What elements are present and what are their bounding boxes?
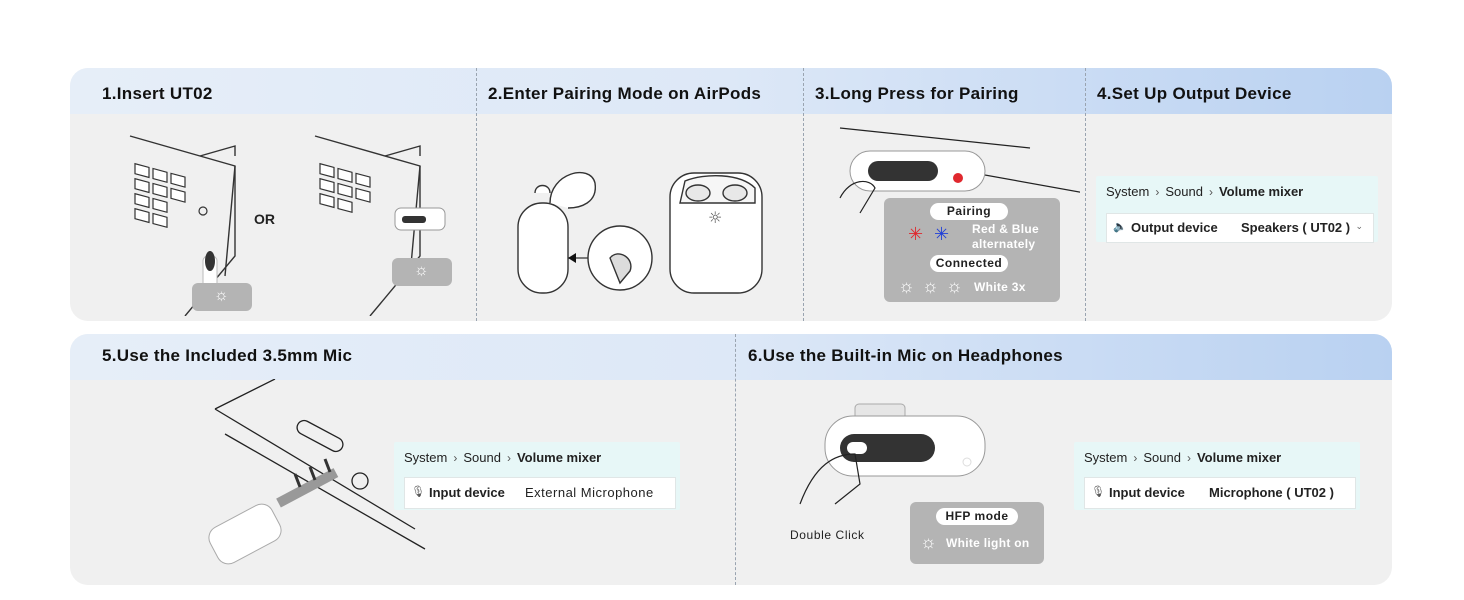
breadcrumb-system[interactable]: System (1106, 184, 1150, 199)
or-label: OR (254, 211, 275, 227)
steps-card-bottom (70, 334, 1392, 585)
microphone-icon: 🎙 (411, 486, 425, 498)
airpods-case-illustration (510, 163, 790, 298)
step4-title: 4.Set Up Output Device (1097, 84, 1292, 103)
step5-title: 5.Use the Included 3.5mm Mic (102, 346, 353, 365)
pairing-pill: Pairing (930, 203, 1008, 220)
connected-desc: White 3x (974, 280, 1026, 294)
input-device-row[interactable] (404, 477, 676, 509)
step2-title: 2.Enter Pairing Mode on AirPods (488, 84, 762, 103)
breadcrumb-system[interactable]: System (404, 450, 448, 465)
divider (476, 68, 477, 321)
step3-title: 3.Long Press for Pairing (815, 84, 1019, 103)
input-settings-panel-external (394, 442, 680, 510)
breadcrumb-sound[interactable]: Sound (1165, 184, 1203, 199)
led-indicator-box (392, 258, 452, 286)
divider (803, 68, 804, 321)
blue-led-icon: ✳ (934, 224, 950, 244)
pairing-desc-line1: Red & Blue (972, 222, 1040, 236)
sun-icon: ☼ (946, 276, 963, 296)
output-device-label: Output device (1131, 220, 1218, 235)
breadcrumb-volume-mixer[interactable]: Volume mixer (516, 450, 602, 465)
input-device-value[interactable]: External Microphone (525, 485, 654, 500)
breadcrumb-system[interactable]: System (1084, 450, 1128, 465)
output-settings-panel (1096, 176, 1378, 242)
breadcrumb: System › Sound › Volume mixer (1106, 184, 1304, 199)
hfp-desc: White light on (946, 536, 1030, 550)
breadcrumb-sound[interactable]: Sound (1143, 450, 1181, 465)
steps-card-top (70, 68, 1392, 321)
breadcrumb-sound[interactable]: Sound (463, 450, 501, 465)
mic-jack-illustration (135, 379, 435, 569)
divider (1085, 68, 1086, 321)
svg-text:☼: ☼ (708, 208, 723, 227)
pairing-desc-line2: alternately (972, 237, 1036, 251)
input-device-value[interactable]: Microphone ( UT02 ) (1209, 485, 1334, 500)
laptop-illustration-right (310, 116, 450, 316)
sun-icon: ☼ (214, 287, 229, 304)
sun-icon: ☼ (414, 262, 429, 279)
input-device-row[interactable] (1084, 477, 1356, 509)
breadcrumb: System › Sound › Volume mixer (1084, 450, 1282, 465)
breadcrumb-volume-mixer[interactable]: Volume mixer (1196, 450, 1282, 465)
pairing-status-box (884, 198, 1060, 302)
double-click-label: Double Click (790, 528, 865, 542)
chevron-down-icon[interactable]: ⌄ (1355, 221, 1363, 231)
sun-icon: ☼ (898, 276, 915, 296)
step6-title: 6.Use the Built-in Mic on Headphones (748, 346, 1063, 365)
input-device-label: Input device (1109, 485, 1185, 500)
sun-icon: ☼ (922, 276, 939, 296)
hfp-status-box (910, 502, 1044, 564)
breadcrumb-volume-mixer[interactable]: Volume mixer (1218, 184, 1304, 199)
sun-icon: ☼ (920, 532, 937, 552)
connected-pill: Connected (930, 255, 1008, 272)
input-device-label: Input device (429, 485, 505, 500)
speaker-icon: 🔈 (1113, 221, 1127, 233)
hfp-mode-pill: HFP mode (936, 508, 1018, 525)
divider (735, 334, 736, 585)
microphone-icon: 🎙 (1091, 486, 1105, 498)
step1-title: 1.Insert UT02 (102, 84, 213, 103)
led-indicator-box (192, 283, 252, 311)
breadcrumb: System › Sound › Volume mixer (404, 450, 602, 465)
dongle-double-click-illustration (795, 394, 1015, 514)
input-settings-panel-builtin (1074, 442, 1360, 510)
red-led-icon: ✳ (908, 224, 924, 244)
output-device-value[interactable]: Speakers ( UT02 ) (1241, 220, 1351, 235)
output-device-row[interactable] (1106, 213, 1374, 243)
